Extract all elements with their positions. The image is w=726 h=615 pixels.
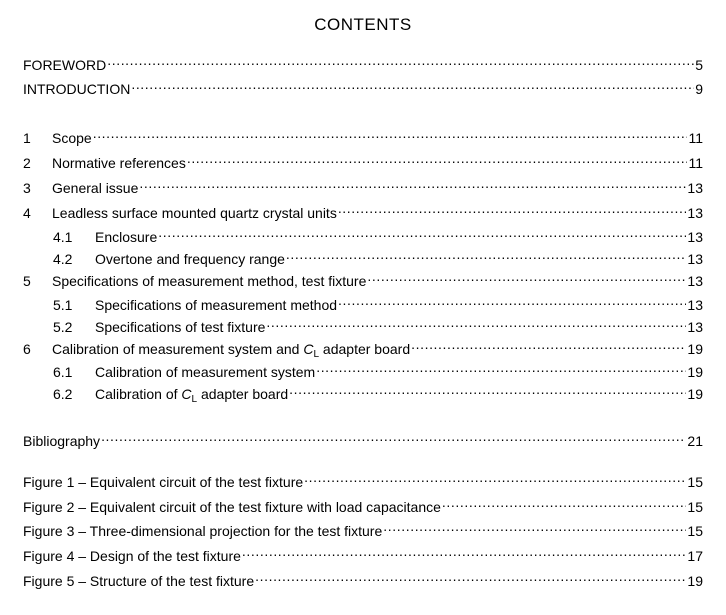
dot-leader (442, 492, 687, 512)
dot-leader (131, 74, 694, 94)
toc-entry-label: Figure 3 – Three-dimensional projection for the test fixture (23, 523, 383, 539)
toc-entry-label: Normative references (52, 155, 186, 171)
toc-entry-label: Enclosure (95, 229, 158, 245)
dot-leader (383, 516, 686, 536)
toc-entry-figure-3[interactable] (23, 516, 703, 539)
toc-entry-bibliography[interactable] (23, 426, 703, 449)
toc-entry-label: Figure 2 – Equivalent circuit of the test fixture with load capacitance (23, 499, 441, 515)
toc-page-number: 19 (687, 341, 703, 357)
contents-title: CONTENTS (314, 15, 412, 34)
toc-entry-label: Figure 5 – Structure of the test fixture (23, 573, 255, 589)
toc-entry-introduction[interactable] (23, 74, 703, 97)
dot-leader (289, 379, 686, 399)
toc-entry-section-4-1[interactable] (53, 222, 703, 245)
label-text-pre: Calibration of (95, 386, 182, 402)
toc-entry-label (95, 384, 288, 404)
toc-page-number: 19 (687, 386, 703, 402)
toc-section-number: 2 (23, 155, 31, 171)
toc-entry-label: Bibliography (23, 433, 101, 449)
toc-entry-label: Specifications of measurement method (95, 297, 338, 313)
label-text-post: adapter board (319, 341, 411, 357)
dot-leader (187, 148, 688, 168)
toc-section-number: 4.1 (53, 229, 73, 245)
toc-entry-section-4[interactable] (23, 198, 703, 221)
toc-page-number: 15 (687, 499, 703, 515)
toc-section-number: 5.2 (53, 319, 73, 335)
toc-entry-section-5-2[interactable] (53, 312, 703, 335)
dot-leader (242, 541, 687, 561)
toc-entry-figure-2[interactable] (23, 492, 703, 515)
toc-entry-label: Specifications of test fixture (95, 319, 266, 335)
toc-entry-section-6-2[interactable] (53, 379, 703, 405)
toc-section-number: 5.1 (53, 297, 73, 313)
dot-leader (286, 244, 687, 264)
toc-page-number: 11 (688, 130, 703, 146)
toc-section-number: 4.2 (53, 251, 73, 267)
toc-page-number: 13 (687, 251, 703, 267)
toc-page-number: 17 (687, 548, 703, 564)
toc-page-number: 13 (687, 319, 703, 335)
toc-section-number: 4 (23, 205, 31, 221)
toc-entry-label (52, 339, 410, 359)
toc-entry-section-3[interactable] (23, 173, 703, 196)
toc-page-number: 21 (687, 433, 703, 449)
toc-page-number: 15 (687, 523, 703, 539)
toc-section-number: 6.2 (53, 386, 73, 402)
toc-entry-section-5-1[interactable] (53, 290, 703, 313)
toc-section-number: 5 (23, 273, 31, 289)
toc-page-number: 13 (687, 273, 703, 289)
dot-leader (338, 198, 687, 218)
toc-section-number: 6 (23, 341, 31, 357)
toc-section-number: 1 (23, 130, 31, 146)
toc-page-number: 13 (687, 229, 703, 245)
toc-entry-label: Scope (52, 130, 92, 146)
toc-entry-section-2[interactable] (23, 148, 703, 171)
toc-page-number: 19 (687, 573, 703, 589)
dot-leader (316, 357, 686, 377)
dot-leader (338, 290, 686, 310)
toc-entry-label: Overtone and frequency range (95, 251, 285, 267)
toc-entry-label: Calibration of measurement system (95, 364, 316, 380)
toc-entry-label: Leadless surface mounted quartz crystal units (52, 205, 337, 221)
cl-subscript: L (191, 394, 198, 405)
toc-page-number: 5 (695, 57, 703, 73)
dot-leader (266, 312, 686, 332)
toc-section-number: 6.1 (53, 364, 73, 380)
toc-entry-section-4-2[interactable] (53, 244, 703, 267)
dot-leader (304, 467, 686, 487)
dot-leader (367, 266, 686, 286)
dot-leader (411, 334, 686, 354)
toc-entry-label: FOREWORD (23, 57, 107, 73)
toc-entry-figure-5[interactable] (23, 566, 703, 589)
dot-leader (255, 566, 686, 586)
label-text-pre: Calibration of measurement system and (52, 341, 304, 357)
label-text-post: adapter board (197, 386, 289, 402)
toc-entry-section-6-1[interactable] (53, 357, 703, 380)
cl-subscript: L (313, 349, 320, 360)
toc-entry-section-5[interactable] (23, 266, 703, 289)
toc-entry-label: Figure 4 – Design of the test fixture (23, 548, 241, 564)
toc-page-number: 9 (695, 81, 703, 97)
toc-page-number: 11 (688, 155, 703, 171)
dot-leader (101, 426, 686, 446)
dot-leader (158, 222, 686, 242)
dot-leader (107, 50, 694, 70)
toc-entry-label: Figure 1 – Equivalent circuit of the test fixture (23, 474, 304, 490)
toc-page-number: 13 (687, 205, 703, 221)
toc-entry-label: Specifications of measurement method, test fixture (52, 273, 367, 289)
toc-page-number: 19 (687, 364, 703, 380)
dot-leader (93, 123, 688, 143)
toc-entry-section-1[interactable] (23, 123, 703, 146)
cl-symbol: C (181, 386, 192, 402)
toc-section-number: 3 (23, 180, 31, 196)
toc-entry-section-6[interactable] (23, 334, 703, 360)
dot-leader (139, 173, 686, 193)
toc-page-number: 13 (687, 180, 703, 196)
toc-entry-label: General issue (52, 180, 139, 196)
toc-page-number: 15 (687, 474, 703, 490)
toc-entry-figure-1[interactable] (23, 467, 703, 490)
toc-page-number: 13 (687, 297, 703, 313)
toc-entry-figure-4[interactable] (23, 541, 703, 564)
cl-symbol: C (303, 341, 314, 357)
toc-entry-foreword[interactable] (23, 50, 703, 73)
toc-entry-label: INTRODUCTION (23, 81, 131, 97)
